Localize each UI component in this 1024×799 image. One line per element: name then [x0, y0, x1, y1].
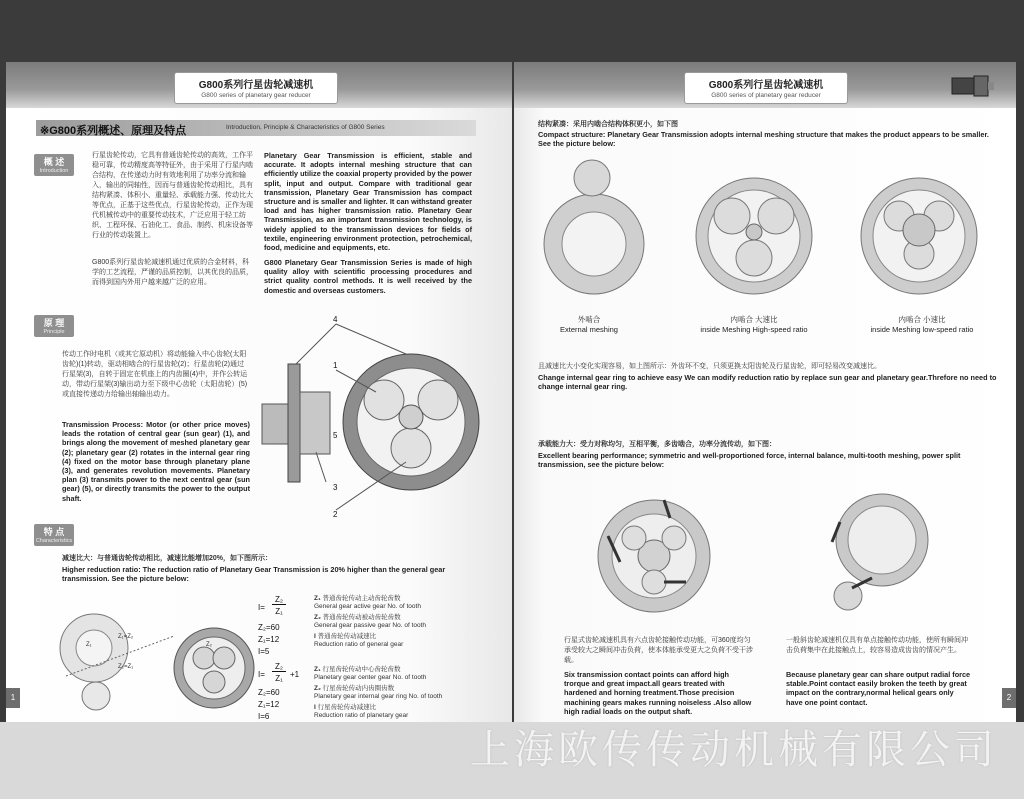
legend-zh: 行星齿轮传动中心齿轮齿数 — [322, 666, 401, 673]
page-title-box — [174, 72, 338, 104]
legend-symbol: Z₁ — [314, 666, 321, 673]
intro-tag — [34, 154, 74, 176]
planetary-load-text-en: Six transmission contact points can afford high trorque and great impact.all gears treated with hardened and horning treatment.Those precision machining gears makes running noiseless .Also allow high radial loads on the output shaft. — [564, 670, 752, 716]
features-tag-label: 特 点 — [43, 527, 65, 537]
formula-numerator: Z₂ — [272, 662, 286, 672]
legend-zh: 普通齿轮传动被动齿轮齿数 — [322, 614, 401, 621]
legend-en: Planetary gear internal gear ring No. of tooth — [314, 693, 443, 700]
intro-tag-label: 概 述 — [43, 157, 65, 167]
bearing-title-zh: 承载能力大：受力对称均匀，互相平衡，多齿啮合，功率分流传动，如下图： — [538, 441, 776, 448]
formula-result: I=5 — [258, 647, 270, 656]
caption-high-speed-ratio — [679, 314, 829, 334]
legend-symbol: I — [314, 704, 316, 711]
formula-z1: Z₁=12 — [258, 635, 280, 644]
intro-text-en-2: G800 Planetary Gear Transmission Series is made of high quality alloy with scientific processing procedures and strict quality control methods. It is well received by the domestic and overseas customers. — [264, 258, 472, 295]
helical-load-text-zh: 一般斜齿轮减速机仅具有单点接触传动功能，使所有瞬间冲击负荷集中在此接触点上，较容易造成齿齿的情况产生。 — [786, 637, 968, 654]
legend-item — [314, 704, 408, 720]
caption-zh: 外啮合 — [577, 315, 601, 324]
legend-symbol: Z₂ — [314, 685, 321, 692]
bearing-title-en: Excellent bearing performance; symmetric and well-proportioned force, internal balance, multi-tooth meshing, power split transmission, see the picture below: — [538, 451, 961, 470]
page-title-box — [684, 72, 848, 104]
legend-en: Planetary gear center gear No. of tooth — [314, 674, 427, 681]
planetary-load-diagram — [594, 496, 744, 616]
principle-text-zh: 传动工作时电机（或其它原动机）将动能输入中心齿轮(太阳齿轮)(1)转动，驱动相啮合的行星齿轮(2)；行星齿轮(2)通过行星架(3)，自转于固定在机座上的内齿圈(4)中，并作公转运动，带动行星架(3)输出动力至下级中心齿轮（太阳齿轮）(5)或直接传递动力给输出轴输出动力。 — [62, 351, 248, 398]
features-tag — [34, 524, 74, 546]
section-subtitle: Introduction, Principle & Characteristics of G800 Series — [226, 124, 385, 131]
legend-symbol: Z₁ — [314, 595, 321, 602]
legend-item — [314, 595, 421, 611]
formula-denominator: Z₁ — [275, 674, 283, 683]
features-title-en: Higher reduction ratio: The reduction ratio of Planetary Gear Transmission is 20% higher than the general gear transmission. See the picture below: — [62, 565, 446, 584]
helical-load-diagram — [822, 492, 932, 612]
formula-i-label: I= — [258, 603, 265, 612]
compact-title-en: Compact structure: Planetary Gear Transmission adopts internal meshing structure that makes the product appears to be smaller. See the picture below: — [538, 130, 989, 149]
formula-z1: Z₁=12 — [258, 700, 280, 709]
page-title: G800系列行星齿轮减速机 — [198, 80, 314, 91]
caption-en: inside Meshing low-speed ratio — [870, 325, 974, 334]
diagram-label-5: 5 — [333, 431, 338, 440]
right-page — [514, 62, 1016, 722]
legend-zh: 普通齿轮传动减速比 — [317, 633, 377, 640]
diagram-label-3: 3 — [333, 483, 338, 492]
diagram-label-2: 2 — [333, 510, 338, 519]
section-title: ※G800系列概述、原理及特点 — [40, 125, 187, 137]
formula-result: I=6 — [258, 712, 270, 721]
legend-en: Reduction ratio of general gear — [314, 641, 404, 648]
caption-en: inside Meshing High-speed ratio — [700, 325, 808, 334]
legend-item — [314, 666, 426, 682]
gear-motor-icon — [950, 70, 996, 100]
legend-en: General gear passive gear No. of tooth — [314, 622, 427, 629]
formula-denominator: Z₁ — [275, 607, 283, 616]
page-subtitle: G800 series of planetary gear reducer — [711, 92, 821, 99]
formula-numerator: Z₂ — [272, 595, 286, 605]
diagram-label-z2: Z₂ — [206, 642, 212, 648]
legend-item — [314, 614, 426, 630]
compact-title-zh: 结构紧凑：采用内啮合结构体积更小，如下图 — [538, 121, 678, 128]
formula-plus-one: +1 — [290, 670, 300, 679]
planetary-gear-diagram — [256, 312, 486, 527]
page-number: 1 — [6, 688, 20, 708]
legend-zh: 行星齿轮传动内齿圈齿数 — [322, 685, 395, 692]
principle-tag-label: 原 理 — [43, 318, 65, 328]
helical-load-text-en: Because planetary gear can share output radial force stable.Point contact easily broken the teeth by great impact on the contrary,normal helical gears only have one point contact. — [786, 670, 971, 707]
legend-item — [314, 633, 403, 649]
scan-background-top — [0, 0, 1024, 62]
intro-tag-sublabel: Introduction — [39, 168, 69, 174]
ratio-change-text-zh: 且减速比大小变化实现容易，如上图所示：外齿环不变，只须更换太阳齿轮及行星齿轮，即可轻易改变减速比。 — [538, 363, 881, 370]
caption-zh: 内啮合 小速比 — [898, 315, 946, 324]
legend-item — [314, 685, 442, 701]
page-number: 2 — [1002, 688, 1016, 708]
legend-en: Reduction ratio of planetary gear — [314, 712, 409, 719]
diagram-label-1: 1 — [333, 361, 338, 370]
formula-z2: Z₂=60 — [258, 623, 280, 632]
planetary-load-text-zh: 行星式齿轮减速机具有六点齿轮接触传动功能，可360度均匀承受较大之瞬间冲击负荷，使本体能承受更大之负荷不受干涉载。 — [564, 637, 753, 664]
formula-i-label: I= — [258, 670, 265, 679]
page-subtitle: G800 series of planetary gear reducer — [201, 92, 311, 99]
features-title-zh: 减速比大：与普通齿轮传动相比，减速比能增加20%，如下图所示： — [62, 555, 273, 562]
principle-tag — [34, 315, 74, 337]
ratio-change-text-en: Change internal gear ring to achieve easy We can modify reduction ratio by replace sun gear and planetary gear.Threfore no need to change internal gear ring. — [538, 373, 997, 392]
section-heading — [36, 120, 476, 136]
legend-zh: 普通齿轮传动主动齿轮齿数 — [322, 595, 401, 602]
principle-tag-sublabel: Principle — [43, 329, 65, 335]
caption-external-meshing — [534, 314, 644, 334]
caption-low-speed-ratio — [847, 314, 997, 334]
principle-text-en: Transmission Process: Motor (or other price moves) leads the rotation of central gear (sun gear) (1), and brings along the movement of meshed planetary gear (2); planetary gear (2) rotates in the internal gear ring (4) fixed on the motor base through planetary plane (3), and generates revolution movements. Planetary plan (3) transmits power to the next central gear (sun gear) (5), or directly transmits the power to the output shaft. — [62, 420, 250, 503]
features-tag-sublabel: Characteristics — [35, 538, 73, 544]
diagram-label-z2-eq-z1: Z₂=Z₁ — [118, 664, 134, 670]
caption-en: External meshing — [560, 325, 618, 334]
legend-symbol: I — [314, 633, 316, 640]
page-title: G800系列行星齿轮减速机 — [708, 80, 824, 91]
legend-symbol: Z₂ — [314, 614, 321, 621]
intro-text-zh: 行星齿轮传动，它具有普通齿轮传动的高效，工作平稳可靠，传动精度高等特征外，由于采用了行星内啮合结构，在传递动力时有效地利用了功率分流和输入，输出的同轴性，因而与普通齿轮传动相比，具有结构紧凑、体积小、重量轻、承载能力强、传动比大等优点，正基于这些优点，行星齿轮传动，正作为现代机械传动中的重要传动技术，广泛应用于轻工纺织、工程环保、石油化工、食品、制药、机床设备等行业的传动装置上。 — [92, 152, 253, 239]
company-watermark: 上海欧传传动机械有限公司 — [470, 727, 998, 773]
intro-text-en: Planetary Gear Transmission is efficient, stable and accurate. It adopts internal meshing structure that can efficiently utilize the coaxial property provided by the power split, input and output. Compare with traditional gear transmission, Planetary Gear Transmission has compact structure and is smaller and lighter. It can withstand greater load and has higher transmission ratio. Planetary Gear Transmission, as an important transmission technology, is widely applied to the transmission devices for fields of textile, engineering environment protection, petrochemical, food, medicine and equipments, etc. — [264, 151, 473, 253]
diagram-label-4: 4 — [333, 315, 338, 324]
left-page — [6, 62, 512, 722]
intro-text-zh-2: G800系列行星齿轮减速机通过优质的合金材料，科学的工艺流程，严谨的品质控制，以其优良的品质，而得到国内外用户越来越广泛的应用。 — [92, 259, 253, 286]
legend-zh: 行星齿轮传动减速比 — [317, 704, 377, 711]
meshing-comparison-diagram — [534, 156, 1004, 306]
legend-en: General gear active gear No. of tooth — [314, 603, 421, 610]
gear-comparison-diagram — [56, 610, 251, 720]
caption-zh: 内啮合 大速比 — [730, 315, 778, 324]
diagram-label-z1-eq-z2: Z₁=Z₂ — [118, 634, 134, 640]
diagram-label-z1: Z₁ — [86, 642, 92, 648]
formula-z2: Z₂=60 — [258, 688, 280, 697]
